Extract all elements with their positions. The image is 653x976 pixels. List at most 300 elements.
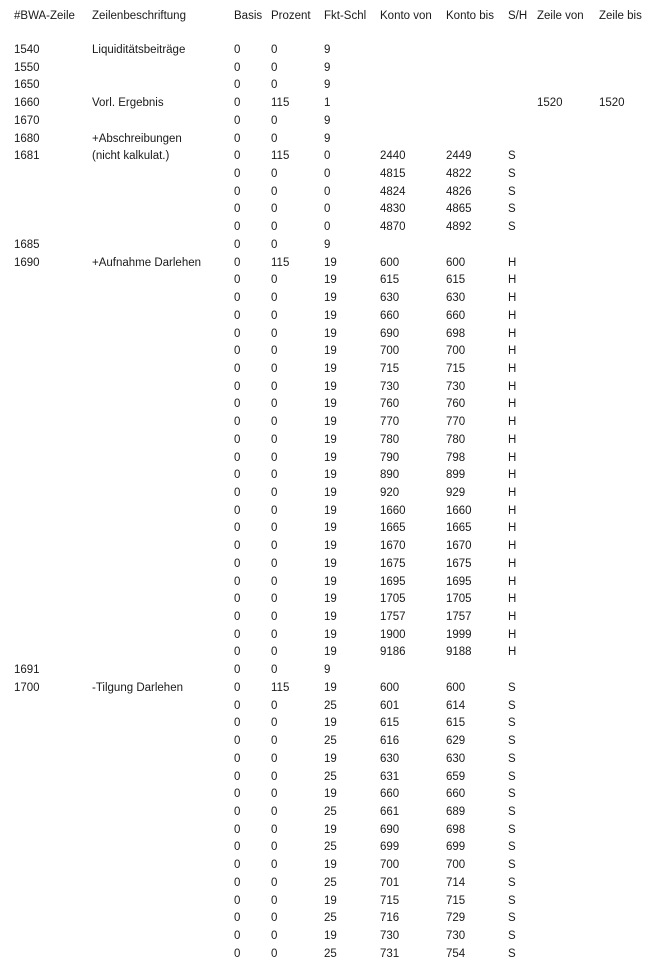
cell-bwa-zeile: 1681: [14, 150, 40, 163]
cell-fkt-schl: 19: [324, 611, 337, 624]
header-zeilenbeschriftung: Zeilenbeschriftung: [92, 10, 186, 22]
cell-s-h: H: [508, 540, 517, 553]
cell-s-h: S: [508, 221, 516, 234]
cell-prozent: 0: [271, 664, 278, 677]
cell-basis: 0: [234, 557, 241, 570]
cell-s-h: S: [508, 735, 516, 748]
cell-basis: 0: [234, 416, 241, 429]
cell-fkt-schl: 19: [324, 788, 337, 801]
cell-prozent: 0: [271, 540, 278, 553]
cell-basis: 0: [234, 628, 241, 641]
cell-prozent: 115: [271, 97, 290, 110]
cell-konto-von: 631: [380, 770, 400, 783]
cell-prozent: 0: [271, 114, 278, 127]
table-row: [0, 644, 653, 662]
cell-konto-bis: 629: [446, 735, 466, 748]
table-row: [0, 556, 653, 574]
cell-konto-von: 1695: [380, 575, 406, 588]
cell-konto-bis: 730: [446, 380, 466, 393]
cell-konto-bis: 1670: [446, 540, 472, 553]
cell-s-h: S: [508, 912, 516, 925]
cell-konto-von: 661: [380, 805, 400, 818]
cell-prozent: 0: [271, 752, 278, 765]
cell-konto-bis: 730: [446, 930, 466, 942]
cell-basis: 0: [234, 97, 241, 110]
table-row: [0, 485, 653, 503]
cell-konto-bis: 700: [446, 345, 466, 358]
cell-prozent: 115: [271, 150, 290, 163]
cell-basis: 0: [234, 664, 241, 677]
cell-s-h: S: [508, 717, 516, 730]
cell-basis: 0: [234, 185, 241, 198]
cell-fkt-schl: 1: [324, 97, 331, 110]
cell-konto-bis: 770: [446, 416, 466, 429]
cell-konto-von: 699: [380, 841, 400, 854]
cell-konto-bis: 760: [446, 398, 466, 411]
cell-prozent: 0: [271, 451, 278, 464]
cell-s-h: H: [508, 522, 517, 535]
cell-prozent: 0: [271, 504, 278, 517]
cell-zeilenbeschriftung: +Abschreibungen: [92, 132, 182, 145]
cell-fkt-schl: 19: [324, 575, 337, 588]
cell-prozent: 0: [271, 274, 278, 287]
cell-konto-von: 770: [380, 416, 400, 429]
table-row: [0, 166, 653, 184]
table-row: [0, 95, 653, 113]
cell-prozent: 0: [271, 309, 278, 322]
cell-konto-bis: 1999: [446, 628, 472, 641]
cell-konto-von: 890: [380, 469, 400, 482]
cell-konto-bis: 4892: [446, 221, 472, 234]
cell-basis: 0: [234, 487, 241, 499]
cell-fkt-schl: 9: [324, 44, 331, 56]
table-row: [0, 77, 653, 95]
cell-fkt-schl: 19: [324, 345, 337, 358]
cell-prozent: 0: [271, 522, 278, 535]
cell-prozent: 0: [271, 593, 278, 606]
cell-konto-von: 716: [380, 912, 400, 925]
cell-konto-bis: 4822: [446, 168, 472, 181]
cell-fkt-schl: 19: [324, 894, 337, 907]
cell-prozent: 0: [271, 79, 278, 92]
header-basis: Basis: [234, 10, 263, 22]
cell-basis: 0: [234, 433, 241, 446]
cell-basis: 0: [234, 238, 241, 251]
cell-zeile-bis: 1520: [599, 97, 625, 110]
cell-prozent: 0: [271, 859, 278, 872]
cell-bwa-zeile: 1685: [14, 238, 40, 251]
cell-konto-von: 2440: [380, 150, 406, 163]
cell-fkt-schl: 25: [324, 947, 337, 960]
cell-fkt-schl: 25: [324, 699, 337, 712]
cell-prozent: 0: [271, 717, 278, 730]
cell-konto-von: 920: [380, 487, 400, 499]
cell-s-h: H: [508, 433, 517, 446]
cell-fkt-schl: 25: [324, 841, 337, 854]
cell-fkt-schl: 19: [324, 504, 337, 517]
cell-s-h: H: [508, 345, 517, 358]
table-row: [0, 609, 653, 627]
cell-prozent: 0: [271, 735, 278, 748]
cell-konto-bis: 614: [446, 699, 466, 712]
cell-konto-von: 600: [380, 681, 400, 694]
cell-basis: 0: [234, 256, 241, 269]
cell-konto-bis: 600: [446, 256, 466, 269]
cell-fkt-schl: 19: [324, 752, 337, 765]
table-row: [0, 698, 653, 716]
cell-prozent: 0: [271, 398, 278, 411]
cell-basis: 0: [234, 362, 241, 375]
cell-prozent: 115: [271, 681, 290, 694]
header-zeile-von: Zeile von: [537, 10, 584, 22]
cell-konto-von: 615: [380, 717, 400, 730]
table-row: [0, 857, 653, 875]
cell-zeilenbeschriftung: Vorl. Ergebnis: [92, 97, 164, 110]
cell-konto-von: 715: [380, 894, 400, 907]
cell-prozent: 0: [271, 788, 278, 801]
cell-konto-bis: 714: [446, 876, 466, 889]
cell-basis: 0: [234, 752, 241, 765]
cell-konto-von: 715: [380, 362, 400, 375]
cell-basis: 0: [234, 699, 241, 712]
cell-s-h: S: [508, 805, 516, 818]
cell-fkt-schl: 0: [324, 168, 331, 181]
cell-basis: 0: [234, 805, 241, 818]
cell-konto-von: 4830: [380, 203, 406, 216]
cell-bwa-zeile: 1670: [14, 114, 40, 127]
cell-fkt-schl: 19: [324, 487, 337, 499]
cell-prozent: 0: [271, 292, 278, 305]
cell-basis: 0: [234, 930, 241, 942]
cell-konto-bis: 780: [446, 433, 466, 446]
cell-konto-bis: 2449: [446, 150, 472, 163]
cell-konto-bis: 698: [446, 823, 466, 836]
cell-fkt-schl: 19: [324, 451, 337, 464]
table-row: [0, 662, 653, 680]
cell-prozent: 115: [271, 256, 290, 269]
table-row: [0, 751, 653, 769]
cell-prozent: 0: [271, 221, 278, 234]
table-row: [0, 467, 653, 485]
table-row: [0, 326, 653, 344]
cell-basis: 0: [234, 132, 241, 145]
cell-fkt-schl: 19: [324, 416, 337, 429]
cell-prozent: 0: [271, 380, 278, 393]
cell-basis: 0: [234, 114, 241, 127]
cell-konto-von: 690: [380, 327, 400, 340]
table-row: [0, 343, 653, 361]
cell-zeilenbeschriftung: -Tilgung Darlehen: [92, 681, 183, 694]
table-row: [0, 893, 653, 911]
cell-konto-bis: 630: [446, 292, 466, 305]
table-row: [0, 361, 653, 379]
cell-fkt-schl: 9: [324, 114, 331, 127]
cell-s-h: S: [508, 681, 516, 694]
cell-konto-bis: 1665: [446, 522, 472, 535]
header-fkt-schl: Fkt-Schl: [324, 10, 367, 22]
cell-basis: 0: [234, 398, 241, 411]
cell-basis: 0: [234, 327, 241, 340]
cell-fkt-schl: 9: [324, 238, 331, 251]
cell-fkt-schl: 19: [324, 274, 337, 287]
cell-konto-von: 660: [380, 788, 400, 801]
cell-fkt-schl: 19: [324, 256, 337, 269]
header-bwa-zeile: #BWA-Zeile: [14, 10, 75, 22]
cell-s-h: H: [508, 469, 517, 482]
cell-fkt-schl: 19: [324, 433, 337, 446]
cell-s-h: H: [508, 451, 517, 464]
cell-s-h: H: [508, 487, 517, 499]
cell-basis: 0: [234, 646, 241, 659]
cell-fkt-schl: 19: [324, 859, 337, 872]
cell-zeilenbeschriftung: (nicht kalkulat.): [92, 150, 170, 163]
table-row: [0, 272, 653, 290]
cell-basis: 0: [234, 469, 241, 482]
cell-s-h: S: [508, 168, 516, 181]
table-row: [0, 574, 653, 592]
cell-s-h: H: [508, 504, 517, 517]
cell-prozent: 0: [271, 557, 278, 570]
cell-basis: 0: [234, 841, 241, 854]
table-header: [0, 8, 653, 26]
cell-basis: 0: [234, 292, 241, 305]
cell-basis: 0: [234, 823, 241, 836]
cell-konto-bis: 9188: [446, 646, 472, 659]
cell-konto-bis: 798: [446, 451, 466, 464]
table-row: [0, 42, 653, 60]
cell-konto-von: 601: [380, 699, 400, 712]
table-row: [0, 875, 653, 893]
cell-basis: 0: [234, 859, 241, 872]
table-row: [0, 839, 653, 857]
cell-basis: 0: [234, 504, 241, 517]
cell-basis: 0: [234, 274, 241, 287]
cell-bwa-zeile: 1680: [14, 132, 40, 145]
cell-basis: 0: [234, 221, 241, 234]
cell-prozent: 0: [271, 575, 278, 588]
table-row: [0, 786, 653, 804]
cell-prozent: 0: [271, 805, 278, 818]
cell-s-h: S: [508, 876, 516, 889]
cell-konto-bis: 1695: [446, 575, 472, 588]
cell-prozent: 0: [271, 327, 278, 340]
cell-fkt-schl: 19: [324, 327, 337, 340]
cell-fkt-schl: 25: [324, 735, 337, 748]
table-row: [0, 219, 653, 237]
cell-fkt-schl: 19: [324, 380, 337, 393]
cell-basis: 0: [234, 788, 241, 801]
cell-s-h: H: [508, 256, 517, 269]
cell-s-h: H: [508, 575, 517, 588]
cell-basis: 0: [234, 575, 241, 588]
cell-prozent: 0: [271, 416, 278, 429]
cell-prozent: 0: [271, 238, 278, 251]
cell-s-h: S: [508, 841, 516, 854]
cell-s-h: S: [508, 823, 516, 836]
table-row: [0, 450, 653, 468]
cell-konto-bis: 660: [446, 309, 466, 322]
cell-fkt-schl: 19: [324, 717, 337, 730]
cell-konto-bis: 4826: [446, 185, 472, 198]
cell-konto-von: 660: [380, 309, 400, 322]
cell-basis: 0: [234, 380, 241, 393]
cell-konto-bis: 1660: [446, 504, 472, 517]
cell-konto-bis: 1705: [446, 593, 472, 606]
table-row: [0, 290, 653, 308]
cell-prozent: 0: [271, 876, 278, 889]
cell-s-h: H: [508, 398, 517, 411]
cell-basis: 0: [234, 451, 241, 464]
cell-s-h: H: [508, 611, 517, 624]
cell-fkt-schl: 19: [324, 823, 337, 836]
table-row: [0, 379, 653, 397]
cell-s-h: H: [508, 593, 517, 606]
cell-konto-von: 4824: [380, 185, 406, 198]
cell-konto-von: 690: [380, 823, 400, 836]
table-row: [0, 60, 653, 78]
cell-s-h: S: [508, 185, 516, 198]
cell-konto-von: 630: [380, 752, 400, 765]
cell-basis: 0: [234, 44, 241, 56]
cell-bwa-zeile: 1540: [14, 44, 40, 56]
table-row: [0, 148, 653, 166]
cell-prozent: 0: [271, 487, 278, 499]
cell-s-h: H: [508, 292, 517, 305]
cell-bwa-zeile: 1700: [14, 681, 40, 694]
table-row: [0, 538, 653, 556]
cell-fkt-schl: 25: [324, 912, 337, 925]
cell-konto-von: 616: [380, 735, 400, 748]
header-zeile-bis: Zeile bis: [599, 10, 642, 22]
cell-konto-von: 780: [380, 433, 400, 446]
cell-prozent: 0: [271, 823, 278, 836]
table-row: [0, 184, 653, 202]
header-s-h: S/H: [508, 10, 528, 22]
cell-basis: 0: [234, 540, 241, 553]
cell-fkt-schl: 19: [324, 362, 337, 375]
cell-konto-von: 1660: [380, 504, 406, 517]
cell-konto-von: 1705: [380, 593, 406, 606]
cell-s-h: S: [508, 930, 516, 942]
cell-prozent: 0: [271, 203, 278, 216]
cell-basis: 0: [234, 876, 241, 889]
table-row: [0, 822, 653, 840]
cell-prozent: 0: [271, 469, 278, 482]
cell-prozent: 0: [271, 185, 278, 198]
cell-konto-bis: 698: [446, 327, 466, 340]
cell-zeilenbeschriftung: +Aufnahme Darlehen: [92, 256, 202, 269]
cell-konto-von: 4815: [380, 168, 406, 181]
cell-fkt-schl: 9: [324, 79, 331, 92]
cell-prozent: 0: [271, 947, 278, 960]
cell-bwa-zeile: 1660: [14, 97, 40, 110]
cell-basis: 0: [234, 717, 241, 730]
header-konto-bis: Konto bis: [446, 10, 494, 22]
table-row: [0, 520, 653, 538]
table-row: [0, 627, 653, 645]
cell-s-h: H: [508, 362, 517, 375]
cell-konto-von: 1675: [380, 557, 406, 570]
cell-basis: 0: [234, 345, 241, 358]
cell-fkt-schl: 19: [324, 398, 337, 411]
cell-basis: 0: [234, 79, 241, 92]
cell-s-h: H: [508, 274, 517, 287]
cell-fkt-schl: 9: [324, 664, 331, 677]
cell-fkt-schl: 19: [324, 469, 337, 482]
cell-fkt-schl: 19: [324, 540, 337, 553]
cell-konto-bis: 659: [446, 770, 466, 783]
cell-fkt-schl: 19: [324, 593, 337, 606]
cell-prozent: 0: [271, 362, 278, 375]
cell-prozent: 0: [271, 433, 278, 446]
cell-fkt-schl: 19: [324, 292, 337, 305]
cell-s-h: H: [508, 646, 517, 659]
cell-s-h: S: [508, 150, 516, 163]
cell-konto-bis: 715: [446, 362, 466, 375]
cell-basis: 0: [234, 309, 241, 322]
cell-konto-von: 1665: [380, 522, 406, 535]
table-row: [0, 503, 653, 521]
cell-konto-von: 1757: [380, 611, 406, 624]
cell-basis: 0: [234, 61, 241, 74]
cell-konto-von: 630: [380, 292, 400, 305]
cell-prozent: 0: [271, 132, 278, 145]
cell-fkt-schl: 0: [324, 203, 331, 216]
cell-basis: 0: [234, 203, 241, 216]
table-row: [0, 396, 653, 414]
cell-prozent: 0: [271, 611, 278, 624]
table-row: [0, 946, 653, 964]
table-row: [0, 255, 653, 273]
cell-s-h: S: [508, 894, 516, 907]
cell-fkt-schl: 19: [324, 930, 337, 942]
cell-konto-von: 1670: [380, 540, 406, 553]
cell-konto-von: 615: [380, 274, 400, 287]
cell-konto-bis: 4865: [446, 203, 472, 216]
cell-basis: 0: [234, 894, 241, 907]
cell-s-h: H: [508, 628, 517, 641]
cell-bwa-zeile: 1690: [14, 256, 40, 269]
cell-fkt-schl: 19: [324, 681, 337, 694]
cell-s-h: H: [508, 380, 517, 393]
table-row: [0, 414, 653, 432]
cell-bwa-zeile: 1691: [14, 664, 40, 677]
cell-konto-von: 730: [380, 930, 400, 942]
cell-konto-von: 790: [380, 451, 400, 464]
cell-basis: 0: [234, 150, 241, 163]
cell-konto-bis: 600: [446, 681, 466, 694]
header-prozent: Prozent: [271, 10, 311, 22]
cell-konto-bis: 1757: [446, 611, 472, 624]
cell-fkt-schl: 19: [324, 309, 337, 322]
cell-prozent: 0: [271, 646, 278, 659]
table-row: [0, 715, 653, 733]
cell-konto-von: 760: [380, 398, 400, 411]
cell-basis: 0: [234, 770, 241, 783]
cell-konto-von: 700: [380, 859, 400, 872]
cell-konto-von: 730: [380, 380, 400, 393]
cell-basis: 0: [234, 947, 241, 960]
cell-prozent: 0: [271, 894, 278, 907]
cell-konto-bis: 615: [446, 274, 466, 287]
cell-fkt-schl: 25: [324, 876, 337, 889]
cell-fkt-schl: 19: [324, 557, 337, 570]
cell-konto-bis: 1675: [446, 557, 472, 570]
table-row: [0, 928, 653, 946]
cell-konto-bis: 699: [446, 841, 466, 854]
cell-s-h: H: [508, 416, 517, 429]
cell-zeilenbeschriftung: Liquiditätsbeiträge: [92, 44, 186, 56]
